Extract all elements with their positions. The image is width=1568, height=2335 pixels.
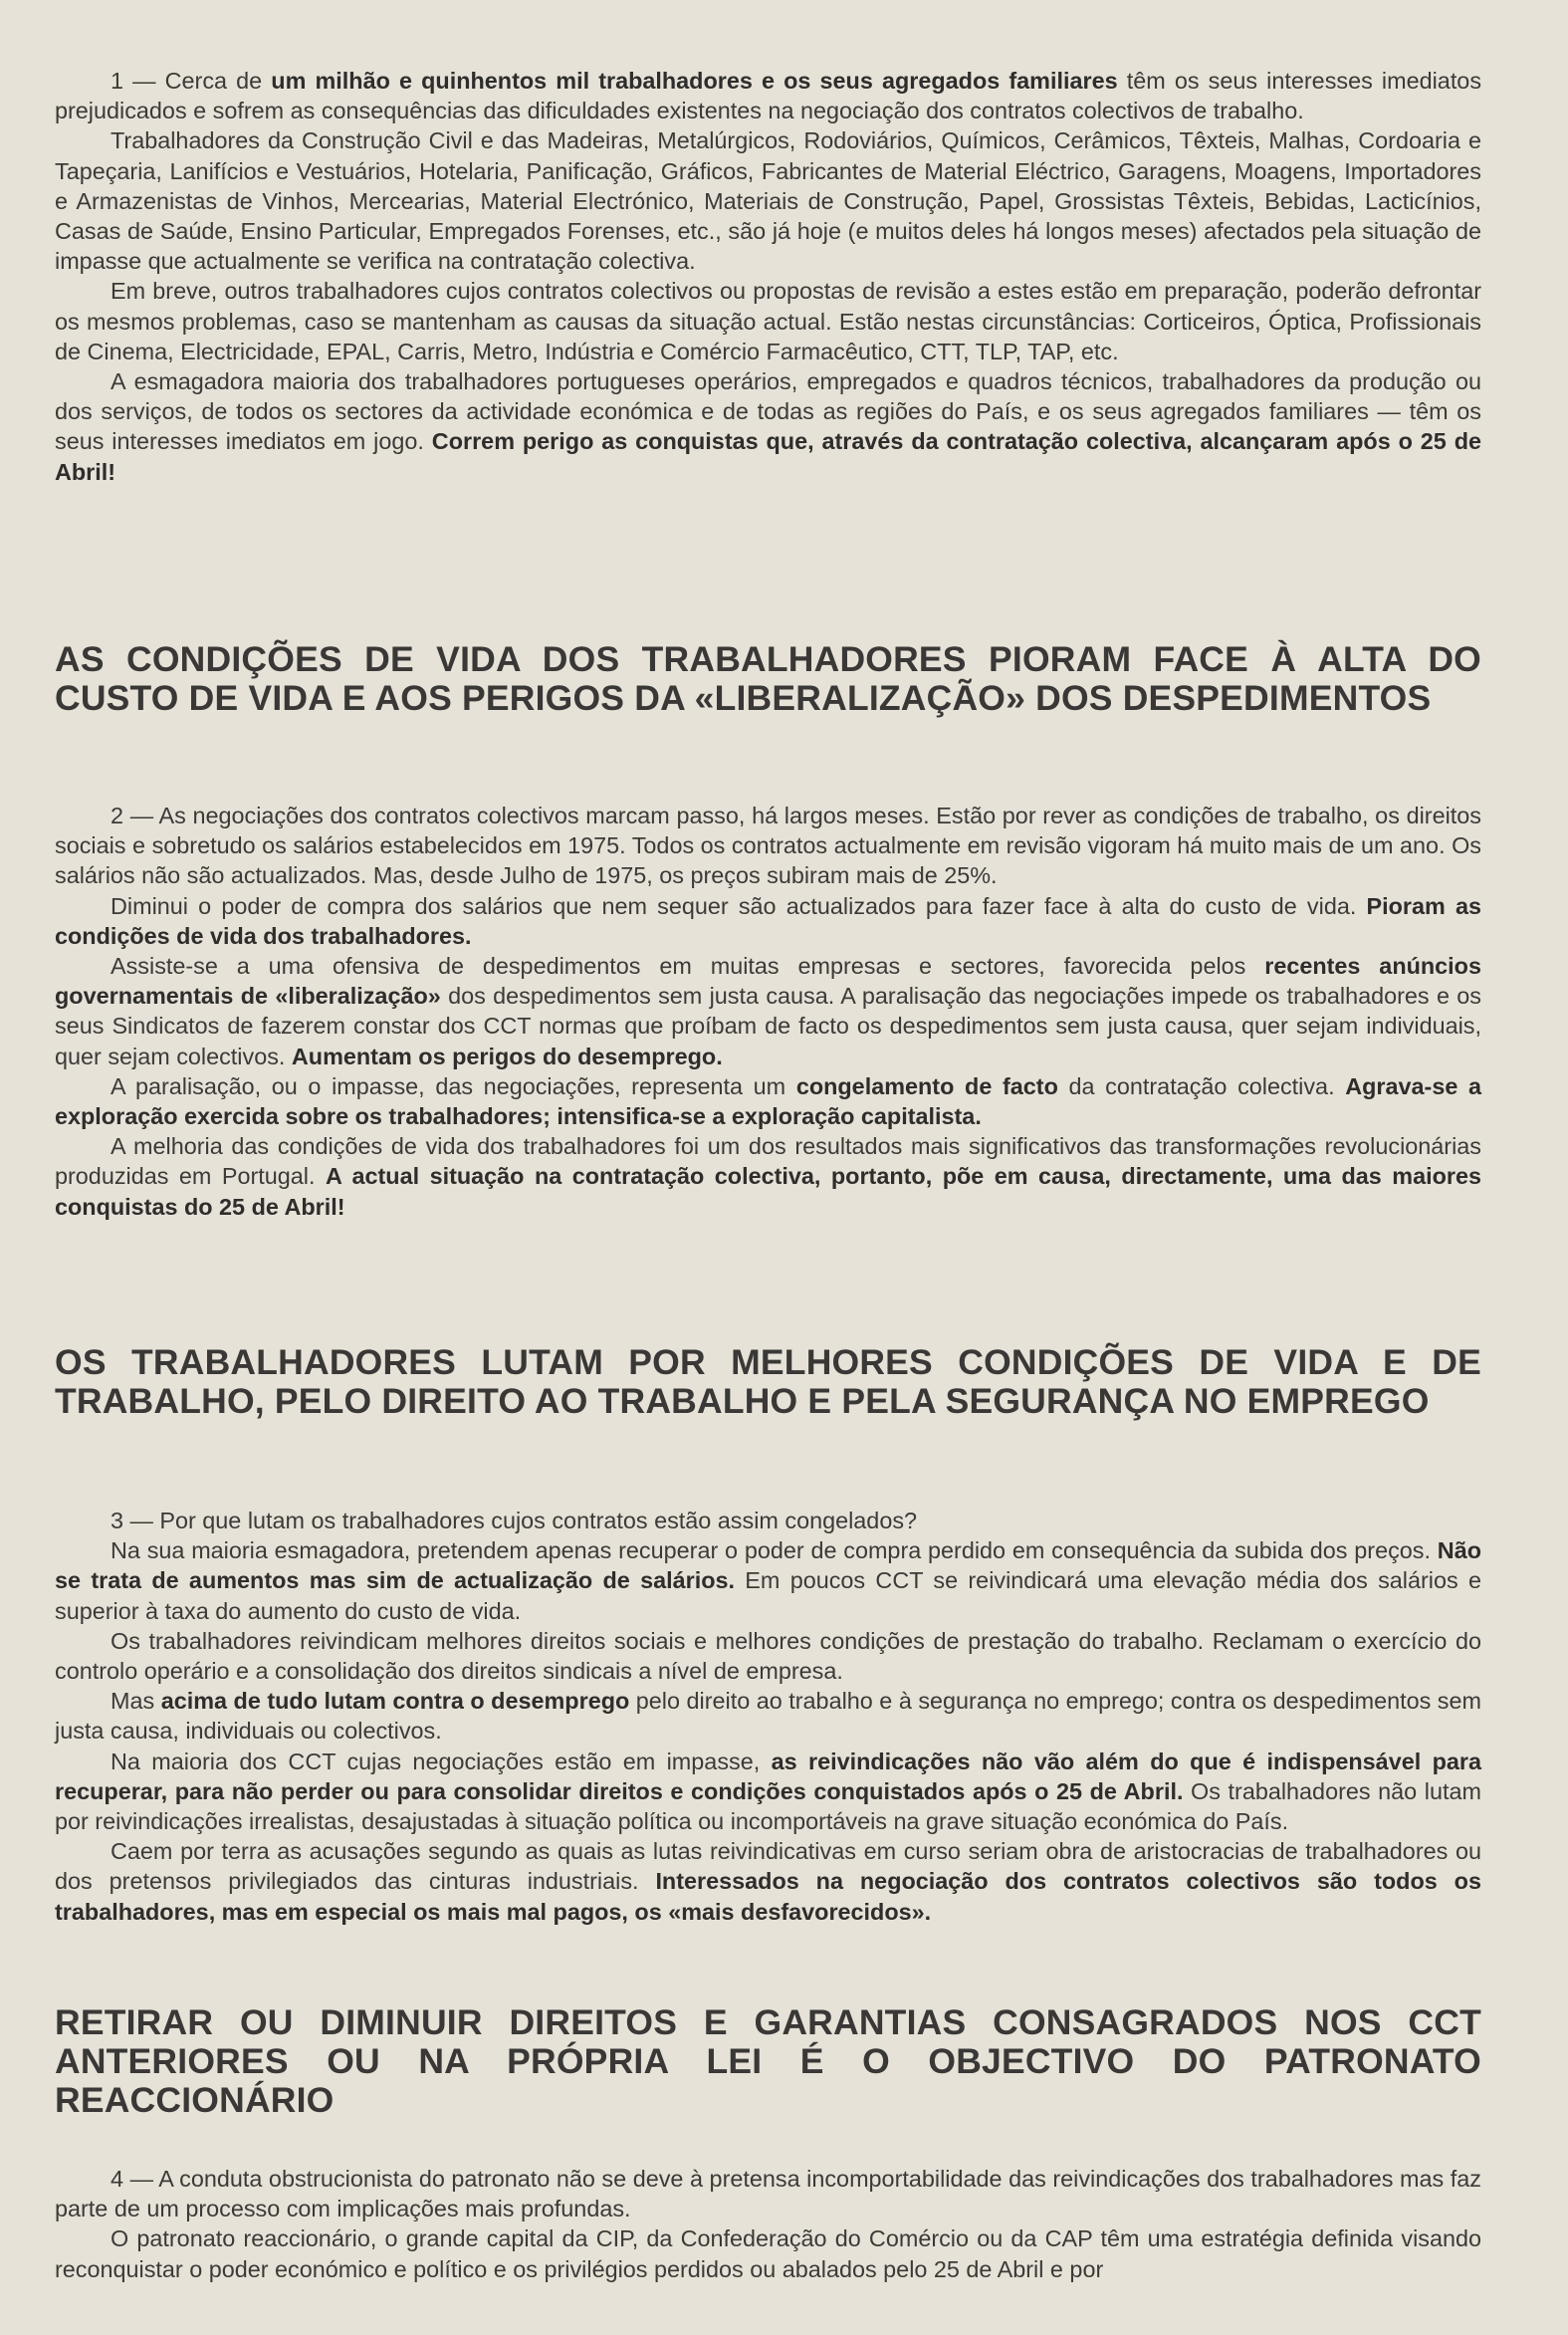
- section-2: [55, 801, 1481, 1222]
- section-4: [55, 2164, 1481, 2284]
- paragraph: Mas acima de tudo lutam contra o desemprego pelo direito ao trabalho e à segurança no emprego; contra os despedimentos sem justa causa, individuais ou colectivos.: [55, 1688, 1481, 1745]
- section-heading: AS CONDIÇÕES DE VIDA DOS TRABALHADORES PIORAM FACE À ALTA DO CUSTO DE VIDA E AOS PERIGOS DA «LIBERALIZAÇÃO» DOS DESPEDIMENTOS: [55, 639, 1481, 718]
- paragraph: A melhoria das condições de vida dos trabalhadores foi um dos resultados mais significativos das transformações revolucionárias produzidas em Portugal. A actual situação na contratação colectiva, portanto, põe em causa, directamente, uma das maiores conquistas do 25 de Abril!: [55, 1133, 1481, 1220]
- paragraph: Assiste-se a uma ofensiva de despedimentos em muitas empresas e sectores, favorecida pelos recentes anúncios governamentais de «liberalização» dos despedimentos sem justa causa. A paralisação das negociações impede os trabalhadores e os seus Sindicatos de fazerem constar dos CCT normas que proíbam de facto os despedimentos sem justa causa, quer sejam individuais, quer sejam colectivos. Aumentam os perigos do desemprego.: [55, 953, 1481, 1069]
- paragraph: A paralisação, ou o impasse, das negociações, representa um congelamento de facto da contratação colectiva. Agrava-se a exploração exercida sobre os trabalhadores; intensifica-se a exploração capitalista.: [55, 1072, 1481, 1130]
- paragraph: 2 — As negociações dos contratos colectivos marcam passo, há largos meses. Estão por rever as condições de trabalho, os direitos sociais e sobretudo os salários estabelecidos em 1975. Todos os contratos actualmente em revisão vigoram há muito mais de um ano. Os salários não são actualizados. Mas, desde Julho de 1975, os preços subiram mais de 25%.: [55, 803, 1481, 889]
- paragraph: 1 — Cerca de um milhão e quinhentos mil trabalhadores e os seus agregados familiares têm os seus interesses imediatos prejudicados e sofrem as consequências das dificuldades existentes na negociação dos contratos colectivos de trabalho.: [55, 68, 1482, 124]
- section-heading: OS TRABALHADORES LUTAM POR MELHORES CONDIÇÕES DE VIDA E DE TRABALHO, PELO DIREITO AO TRABALHO E PELA SEGURANÇA NO EMPREGO: [55, 1342, 1481, 1421]
- paragraph: Na maioria dos CCT cujas negociações estão em impasse, as reivindicações não vão além do que é indispensável para recuperar, para não perder ou para consolidar direitos e condições conquistados após o 25 de Abril. Os trabalhadores não lutam por reivindicações irrealistas, desajustadas à situação política ou incomportáveis na grave situação económica do País.: [55, 1748, 1481, 1835]
- section-1: [55, 66, 1481, 487]
- paragraph: O patronato reaccionário, o grande capital da CIP, da Confederação do Comércio ou da CAP têm uma estratégia definida visando reconquistar o poder económico e político e os privilégios perdidos ou abalados pelo 25 de Abril e por: [55, 2225, 1481, 2282]
- paragraph: Na sua maioria esmagadora, pretendem apenas recuperar o poder de compra perdido em consequência da subida dos preços. Não se trata de aumentos mas sim de actualização de salários. Em poucos CCT se reivindicará uma elevação média dos salários e superior à taxa do aumento do custo de vida.: [55, 1537, 1481, 1624]
- paragraph: Trabalhadores da Construção Civil e das Madeiras, Metalúrgicos, Rodoviários, Químicos, Cerâmicos, Têxteis, Malhas, Cordoaria e Tapeçaria, Lanifícios e Vestuários, Hotelaria, Panificação, Gráficos, Fabricantes de Material Eléctrico, Garagens, Moagens, Importadores e Armazenistas de Vinhos, Mercearias, Material Electrónico, Materiais de Construção, Papel, Grossistas Têxteis, Bebidas, Lacticínios, Casas de Saúde, Ensino Particular, Empregados Forenses, etc., são já hoje (e muitos deles há longos meses) afectados pela situação de impasse que actualmente se verifica na contratação colectiva.: [55, 127, 1481, 275]
- paragraph: A esmagadora maioria dos trabalhadores portugueses operários, empregados e quadros técnicos, trabalhadores da produção ou dos serviços, de todos os sectores da actividade económica e de todas as regiões do País, e os seus agregados familiares — têm os seus interesses imediatos em jogo. Correm perigo as conquistas que, através da contratação colectiva, alcançaram após o 25 de Abril!: [55, 368, 1481, 485]
- paragraph: 3 — Por que lutam os trabalhadores cujos contratos estão assim congelados?: [111, 1508, 918, 1533]
- section-heading: RETIRAR OU DIMINUIR DIREITOS E GARANTIAS CONSAGRADOS NOS CCT ANTERIORES OU NA PRÓPRIA LEI É O OBJECTIVO DO PATRONATO REACCIONÁRIO: [55, 2002, 1481, 2120]
- paragraph: Os trabalhadores reivindicam melhores direitos sociais e melhores condições de prestação do trabalho. Reclamam o exercício do controlo operário e a consolidação dos direitos sindicais a nível de empresa.: [55, 1627, 1481, 1685]
- paragraph: 4 — A conduta obstrucionista do patronato não se deve à pretensa incomportabilidade das reivindicações dos trabalhadores mas faz parte de um processo com implicações mais profundas.: [55, 2166, 1481, 2222]
- paragraph: Diminui o poder de compra dos salários que nem sequer são actualizados para fazer face à alta do custo de vida. Pioram as condições de vida dos trabalhadores.: [55, 892, 1481, 949]
- section-3: [55, 1506, 1481, 1927]
- paragraph: Caem por terra as acusações segundo as quais as lutas reivindicativas em curso seriam obra de aristocracias de trabalhadores ou dos pretensos privilegiados das cinturas industriais. Interessados na negociação dos contratos colectivos são todos os trabalhadores, mas em especial os mais mal pagos, os «mais desfavorecidos».: [55, 1838, 1481, 1925]
- paragraph: Em breve, outros trabalhadores cujos contratos colectivos ou propostas de revisão a estes estão em preparação, poderão defrontar os mesmos problemas, caso se mantenham as causas da situação actual. Estão nestas circunstâncias: Corticeiros, Óptica, Profissionais de Cinema, Electricidade, EPAL, Carris, Metro, Indústria e Comércio Farmacêutico, CTT, TLP, TAP, etc.: [55, 278, 1481, 364]
